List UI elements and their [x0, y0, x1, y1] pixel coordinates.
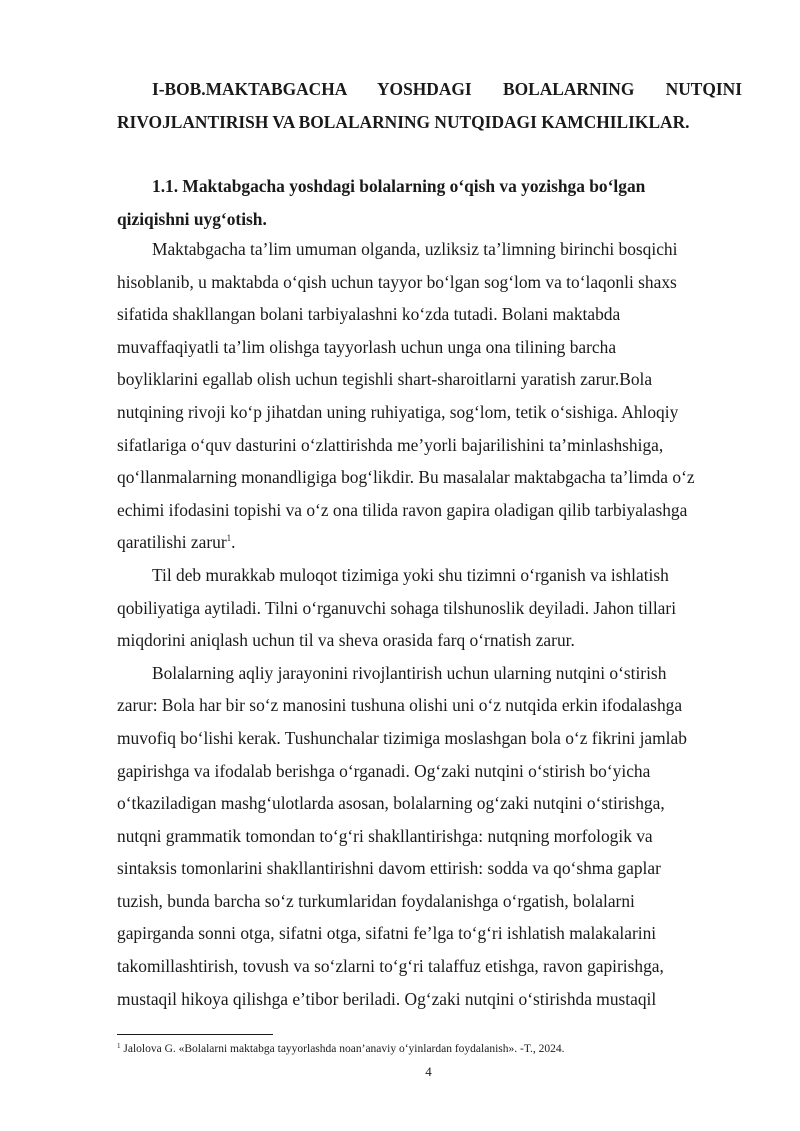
text-line: echimi ifodasini topishi va o‘z ona tilida ravon gapira oladigan qilib tarbiyalashga [117, 499, 688, 520]
text-line: miqdorini aniqlash uchun til va sheva orasida farq o‘rnatish zarur. [117, 630, 575, 651]
text-fragment: qaratilishi zarur [117, 532, 227, 553]
text-line: takomillashtirish, tovush va so‘zlarni to‘g‘ri talaffuz etishga, ravon gapirishga, [117, 956, 664, 977]
text-line: muvaffaqiyatli ta’lim olishga tayyorlash uchun unga ona tilining barcha [117, 336, 617, 357]
page-number: 4 [425, 1064, 432, 1079]
body-text [117, 233, 742, 1015]
text-line: zarur: Bola har bir so‘z manosini tushuna olishi uni o‘z nutqida erkin ifodalashga [117, 695, 683, 716]
footnote-reference[interactable]: 1 [226, 533, 232, 544]
text-line: tuzish, bunda barcha so‘z turkumlaridan foydalanishga o‘rgatish, bolalarni [117, 890, 635, 911]
text-line: muvofiq bo‘lishi kerak. Tushunchalar tizimiga moslashgan bola o‘z fikrini jamlab [117, 727, 687, 748]
footnote-divider [117, 1034, 273, 1035]
section-title-line-2: qiziqishni uyg‘otish. [117, 209, 267, 229]
text-line: Til deb murakkab muloqot tizimiga yoki shu tizimni o‘rganish va ishlatish [152, 564, 669, 585]
footnote [117, 1041, 742, 1057]
text-line [117, 526, 742, 559]
text-line: Bolalarning aqliy jarayonini rivojlantirish uchun ularning nutqini o‘stirish [152, 662, 667, 683]
text-line: sifatlariga o‘quv dasturini o‘zlattirishda me’yorli bajarilishini ta’minlashshiga, [117, 434, 664, 455]
text-line: boyliklarini egallab olish uchun tegishli shart-sharoitlarni yaratish zarur.Bola [117, 369, 653, 390]
footnote-marker: 1 [117, 1042, 121, 1050]
section-title [117, 170, 742, 236]
chapter-title-line-2: RIVOJLANTIRISH VA BOLALARNING NUTQIDAGI KAMCHILIKLAR. [117, 112, 690, 132]
text-line: qo‘llanmalarning monandligiga bog‘likdir. Bu masalalar maktabgacha ta’limda o‘z [117, 467, 695, 488]
text-fragment: . [231, 532, 236, 553]
text-line: hisoblanib, u maktabda o‘qish uchun tayyor bo‘lgan sog‘lom va to‘laqonli shaxs [117, 271, 677, 292]
text-line: Maktabgacha ta’lim umuman olganda, uzliksiz ta’limning birinchi bosqichi [152, 239, 678, 259]
paragraph-2 [117, 559, 742, 657]
text-line: o‘tkaziladigan mashg‘ulotlarda asosan, bolalarning og‘zaki nutqini o‘stirishga, [117, 793, 665, 814]
section-title-line-1: 1.1. Maktabgacha yoshdagi bolalarning o‘qish va yozishga bo‘lgan [152, 176, 646, 196]
paragraph-1 [117, 233, 742, 559]
footnote-text: Jalolova G. «Bolalarni maktabga tayyorlashda noan’anaviy o‘yinlardan foydalanish». -T., 2024. [120, 1043, 565, 1055]
chapter-title-line-1: I-BOB.MAKTABGACHA YOSHDAGI BOLALARNING NUTQINI [152, 79, 742, 99]
text-line: nutqni grammatik tomondan to‘g‘ri shakllantirishga: nutqning morfologik va [117, 825, 653, 846]
text-line: gapirganda sonni otga, sifatni otga, sifatni fe’lga to‘g‘ri ishlatish malakalarini [117, 923, 657, 944]
text-line: mustaqil hikoya qilishga e’tibor beriladi. Og‘zaki nutqini o‘stirishda mustaqil [117, 988, 657, 1009]
text-line: qobiliyatiga aytiladi. Tilni o‘rganuvchi sohaga tilshunoslik deyiladi. Jahon tillari [117, 597, 677, 618]
text-line: sifatida shakllangan bolani tarbiyalashni ko‘zda tutadi. Bolani maktabda [117, 304, 621, 325]
chapter-title [117, 73, 742, 139]
text-line: nutqining rivoji ko‘p jihatdan uning ruhiyatiga, sog‘lom, tetik o‘sishiga. Ahloqiy [117, 401, 679, 422]
text-line: gapirishga va ifodalab berishga o‘rganadi. Og‘zaki nutqini o‘stirish bo‘yicha [117, 760, 651, 781]
paragraph-3 [117, 657, 742, 1016]
text-line: sintaksis tomonlarini shakllantirishni davom ettirish: sodda va qo‘shma gaplar [117, 858, 661, 879]
